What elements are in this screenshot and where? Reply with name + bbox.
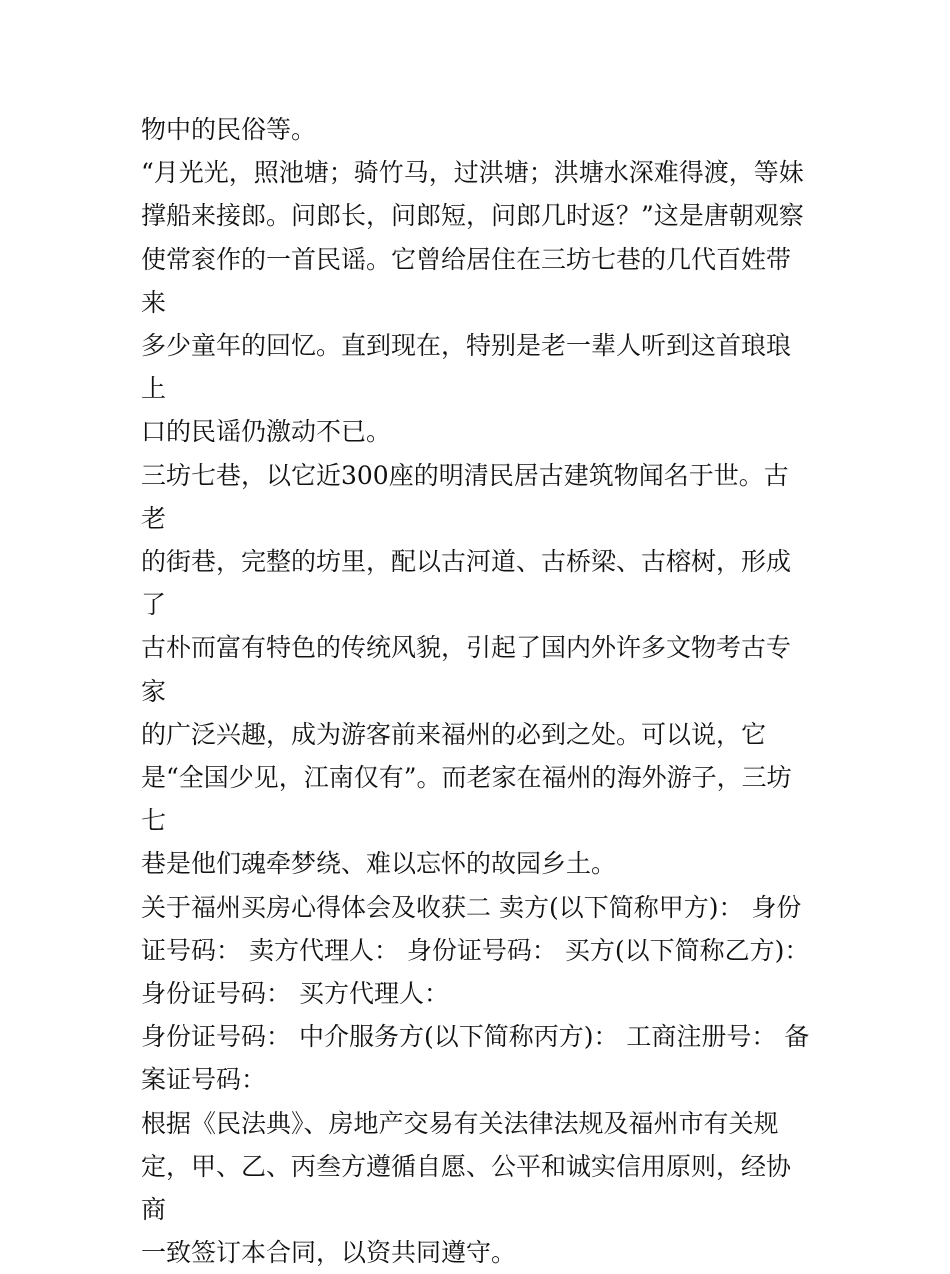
paragraph-folk-song: “月光光，照池塘；骑竹马，过洪塘；洪塘水深难得渡，等妹 撑船来接郎。问郎长，问郎短，问郎几时返？”这是唐朝观察 使常衮作的一首民谣。它曾给居住在三坊七巷的几代百姓带来 多少童年的回忆。直到现在，特别是老一辈人听到这首琅琅上 口的民谣仍激动不已。 <box>141 158 804 447</box>
paragraph-three-lanes: 三坊七巷，以它近300座的明清民居古建筑物闻名于世。古老 的街巷，完整的坊里，配以古河道、古桥梁、古榕树，形成了 古朴而富有特色的传统风貌，引起了国内外许多文物考古专家 的广泛兴趣，成为游客前来福州的必到之处。可以说，它 是“全国少见，江南仅有”。而老家在福州的海外游子，三坊七 巷是他们魂牵梦绕、难以忘怀的故园乡土。 <box>141 460 792 879</box>
paragraph-folk-customs: 物中的民俗等。 <box>141 115 317 144</box>
paragraph-legal-basis: 根据《民法典》、房地产交易有关法律法规及福州市有关规 定，甲、乙、丙叁方遵循自愿、公平和诚实信用原则，经协商 一致签订本合同，以资共同遵守。 <box>141 1108 792 1268</box>
paragraph-agency-info: 身份证号码： 中介服务方(以下简称丙方)： 工商注册号： 备 案证号码： <box>141 1022 810 1095</box>
paragraph-contract-parties: 关于福州买房心得体会及收获二 卖方(以下简称甲方)： 身份 证号码： 卖方代理人： 身份证号码： 买方(以下简称乙方)： 身份证号码： 买方代理人： <box>141 892 810 1009</box>
document-body <box>141 108 813 1274</box>
